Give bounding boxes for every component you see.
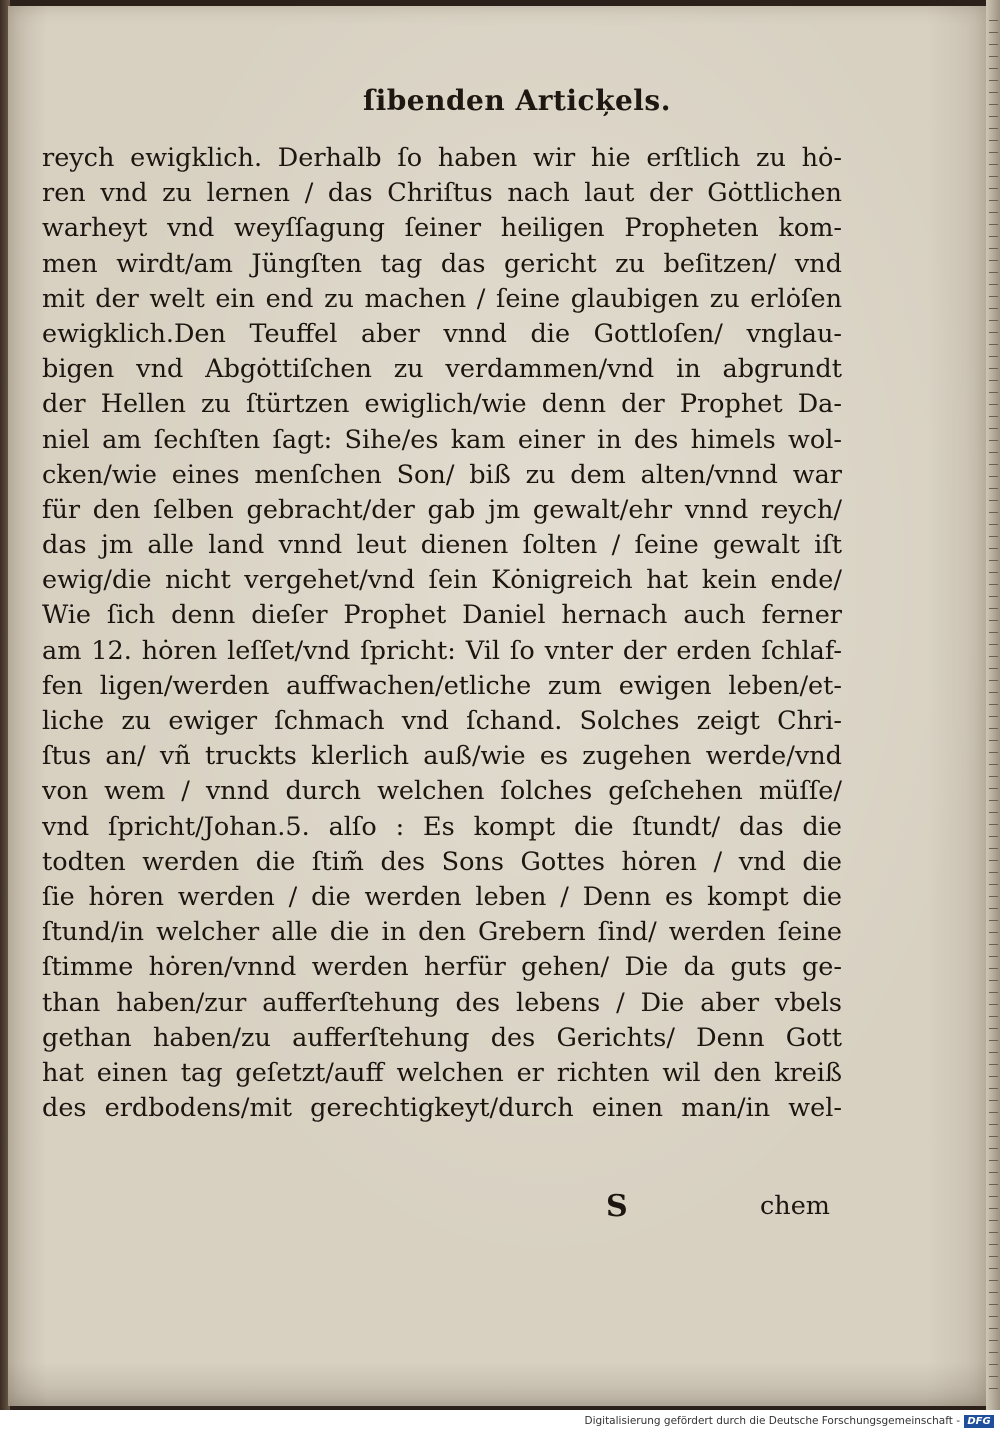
catchword: chem <box>760 1191 830 1221</box>
text-line: ſie hȯren werden / die werden leben / Denn es kompt die <box>42 881 842 912</box>
text-line: todten werden die ſtim̃ des Sons Gottes hȯren / vnd die <box>42 846 842 877</box>
text-line: ſtund/in welcher alle die in den Grebern ſind/ werden ſeine <box>42 917 842 948</box>
ruler-tick <box>989 752 998 753</box>
ruler-tick <box>989 1220 998 1221</box>
ruler-tick <box>989 1280 998 1281</box>
text-line: der Hellen zu ſtürtzen ewiglich/wie denn der Prophet Da- <box>42 389 842 420</box>
ruler-tick <box>989 656 998 657</box>
ruler-tick <box>989 680 998 681</box>
ruler-tick <box>989 152 998 153</box>
ruler-tick <box>989 44 998 45</box>
ruler-tick <box>989 356 998 357</box>
ruler-tick <box>989 992 998 993</box>
ruler-tick <box>989 1196 998 1197</box>
ruler-tick <box>989 104 998 105</box>
ruler-tick <box>989 1100 998 1101</box>
ruler-tick <box>989 1040 998 1041</box>
ruler-tick <box>989 1160 998 1161</box>
text-line: warheyt vnd weyſſagung ſeiner heiligen Propheten kom- <box>42 213 842 244</box>
ruler-tick <box>989 1256 998 1257</box>
ruler-tick <box>989 1184 998 1185</box>
ruler-tick <box>989 1016 998 1017</box>
ruler-tick <box>989 272 998 273</box>
text-block <box>42 141 842 1126</box>
text-line: hat einen tag geſetzt/auff welchen er richten wil den kreiß <box>42 1057 842 1088</box>
ruler-tick <box>989 1148 998 1149</box>
ruler-tick <box>989 968 998 969</box>
text-line: mit der welt ein end zu machen / ſeine glaubigen zu erlȯſen <box>42 283 842 314</box>
ruler-tick <box>989 1364 998 1365</box>
ruler-tick <box>989 956 998 957</box>
text-line: cken/wie eines menſchen Son/ biß zu dem alten/vnnd war <box>42 459 842 490</box>
ruler-tick <box>989 836 998 837</box>
ruler-tick <box>989 728 998 729</box>
ruler-tick <box>989 176 998 177</box>
ruler-tick <box>989 1208 998 1209</box>
ruler-tick <box>989 1124 998 1125</box>
ruler-tick <box>989 236 998 237</box>
ruler-tick <box>989 164 998 165</box>
ruler-tick <box>989 608 998 609</box>
ruler-tick <box>989 812 998 813</box>
ruler-tick <box>989 1232 998 1233</box>
ruler-tick <box>989 116 998 117</box>
text-line: ewig/die nicht vergehet/vnd ſein Kȯnigreich hat kein ende/ <box>42 565 842 596</box>
ruler-tick <box>989 1292 998 1293</box>
page-bottom-shadow <box>8 1362 986 1406</box>
ruler-tick <box>989 344 998 345</box>
text-line: ſtus an/ vñ truckts klerlich auß/wie es zugehen werde/vnd <box>42 741 842 772</box>
ruler-tick <box>989 596 998 597</box>
ruler-tick <box>989 632 998 633</box>
ruler-tick <box>989 920 998 921</box>
ruler-tick <box>989 1352 998 1353</box>
text-line: ren vnd zu lernen / das Chriſtus nach laut der Gȯttlichen <box>42 178 842 209</box>
ruler-tick <box>989 464 998 465</box>
digitization-credit-bar <box>0 1411 1000 1433</box>
ruler-tick <box>989 764 998 765</box>
ruler-tick <box>989 512 998 513</box>
ruler-tick <box>989 884 998 885</box>
ruler-tick <box>989 824 998 825</box>
ruler-tick <box>989 740 998 741</box>
ruler-tick <box>989 1004 998 1005</box>
ruler-tick <box>989 584 998 585</box>
text-line: am 12. hȯren leſſet/vnd ſpricht: Vil ſo vnter der erden ſchlaf- <box>42 635 842 666</box>
text-line: des erdbodens/mit gerechtigkeyt/durch einen man/in wel- <box>42 1093 842 1124</box>
ruler-tick <box>989 200 998 201</box>
ruler-tick <box>989 188 998 189</box>
ruler-tick <box>989 20 998 21</box>
ruler-tick <box>989 1304 998 1305</box>
ruler-tick <box>989 56 998 57</box>
ruler-tick <box>989 392 998 393</box>
ruler-tick <box>989 500 998 501</box>
dfg-logo-icon: DFG <box>964 1415 994 1428</box>
ruler-tick <box>989 1328 998 1329</box>
ruler-tick <box>989 308 998 309</box>
text-line: Wie ſich denn dieſer Prophet Daniel hernach auch ferner <box>42 600 842 631</box>
ruler-tick <box>989 476 998 477</box>
ruler-tick <box>989 1136 998 1137</box>
ruler-tick <box>989 296 998 297</box>
ruler-tick <box>989 692 998 693</box>
ruler-tick <box>989 368 998 369</box>
ruler-tick <box>989 896 998 897</box>
ruler-tick <box>989 128 998 129</box>
ruler-tick <box>989 800 998 801</box>
ruler-tick <box>989 68 998 69</box>
ruler-tick <box>989 380 998 381</box>
ruler-tick <box>989 224 998 225</box>
signature-mark: S <box>606 1189 628 1224</box>
text-line: than haben/zur aufferſtehung des lebens / Die aber vbels <box>42 987 842 1018</box>
ruler-tick <box>989 620 998 621</box>
ruler-tick <box>989 260 998 261</box>
ruler-tick <box>989 776 998 777</box>
ruler-tick <box>989 140 998 141</box>
ruler-tick <box>989 1052 998 1053</box>
ruler-tick <box>989 1316 998 1317</box>
ruler-tick <box>989 860 998 861</box>
text-line: niel am ſechſten ſagt: Sihe/es kam einer in des himels wol- <box>42 424 842 455</box>
ruler-tick <box>989 1340 998 1341</box>
page-footer <box>8 1189 986 1229</box>
running-head: ſibenden Articķels. <box>363 84 671 117</box>
text-line: vnd ſpricht/Johan.5. alſo : Es kompt die ſtundt/ das die <box>42 811 842 842</box>
ruler-tick <box>989 440 998 441</box>
ruler-tick <box>989 524 998 525</box>
ruler-tick <box>989 1376 998 1377</box>
ruler-tick <box>989 80 998 81</box>
ruler-tick <box>989 980 998 981</box>
ruler-tick <box>989 452 998 453</box>
ruler-tick <box>989 284 998 285</box>
ruler-tick <box>989 1268 998 1269</box>
ruler-tick <box>989 320 998 321</box>
text-line: bigen vnd Abgȯttiſchen zu verdammen/vnd in abgrundt <box>42 354 842 385</box>
credit-text: Digitalisierung gefördert durch die Deutsche Forschungsgemeinschaft - <box>584 1415 960 1427</box>
ruler-tick <box>989 332 998 333</box>
ruler-tick <box>989 428 998 429</box>
ruler-tick <box>989 704 998 705</box>
ruler-tick <box>989 248 998 249</box>
ruler-tick <box>989 908 998 909</box>
ruler-tick <box>989 1244 998 1245</box>
text-line: reych ewigklich. Derhalb ſo haben wir hie erſtlich zu hȯ- <box>42 143 842 173</box>
ruler-tick <box>989 716 998 717</box>
ruler-tick <box>989 1088 998 1089</box>
paper-page <box>8 6 986 1406</box>
ruler-tick <box>989 668 998 669</box>
ruler-tick <box>989 1076 998 1077</box>
text-line: das jm alle land vnnd leut dienen ſolten / ſeine gewalt iſt <box>42 530 842 561</box>
text-line: fen ligen/werden auffwachen/etliche zum ewigen leben/et- <box>42 670 842 701</box>
ruler-tick <box>989 212 998 213</box>
text-line: men wirdt/am Jüngſten tag das gericht zu beſitzen/ vnd <box>42 248 842 279</box>
ruler-tick <box>989 848 998 849</box>
text-line: ewigklich.Den Teuffel aber vnnd die Gottloſen/ vnglau- <box>42 318 842 349</box>
ruler-tick <box>989 1112 998 1113</box>
ruler-tick <box>989 404 998 405</box>
text-line: liche zu ewiger ſchmach vnd ſchand. Solches zeigt Chri- <box>42 706 842 736</box>
ruler-tick <box>989 644 998 645</box>
ruler-tick <box>989 872 998 873</box>
ruler-tick <box>989 536 998 537</box>
text-line: gethan haben/zu aufferſtehung des Gerichts/ Denn Gott <box>42 1022 842 1053</box>
text-line: ſtimme hȯren/vnnd werden herfür gehen/ Die da guts ge- <box>42 952 842 983</box>
ruler-tick <box>989 92 998 93</box>
text-line: für den ſelben gebracht/der gab jm gewalt/ehr vnnd reych/ <box>42 494 842 525</box>
ruler-tick <box>989 788 998 789</box>
ruler-tick <box>989 488 998 489</box>
ruler-tick <box>989 560 998 561</box>
ruler-tick <box>989 416 998 417</box>
ruler-tick <box>989 572 998 573</box>
text-line: von wem / vnnd durch welchen ſolches geſchehen müſſe/ <box>42 776 842 807</box>
ruler-tick <box>989 932 998 933</box>
ruler-tick <box>989 32 998 33</box>
ruler-tick <box>989 1388 998 1389</box>
ruler-tick <box>989 1064 998 1065</box>
ruler-tick <box>989 548 998 549</box>
ruler-tick <box>989 1028 998 1029</box>
ruler-tick <box>989 944 998 945</box>
ruler-tick <box>989 1172 998 1173</box>
